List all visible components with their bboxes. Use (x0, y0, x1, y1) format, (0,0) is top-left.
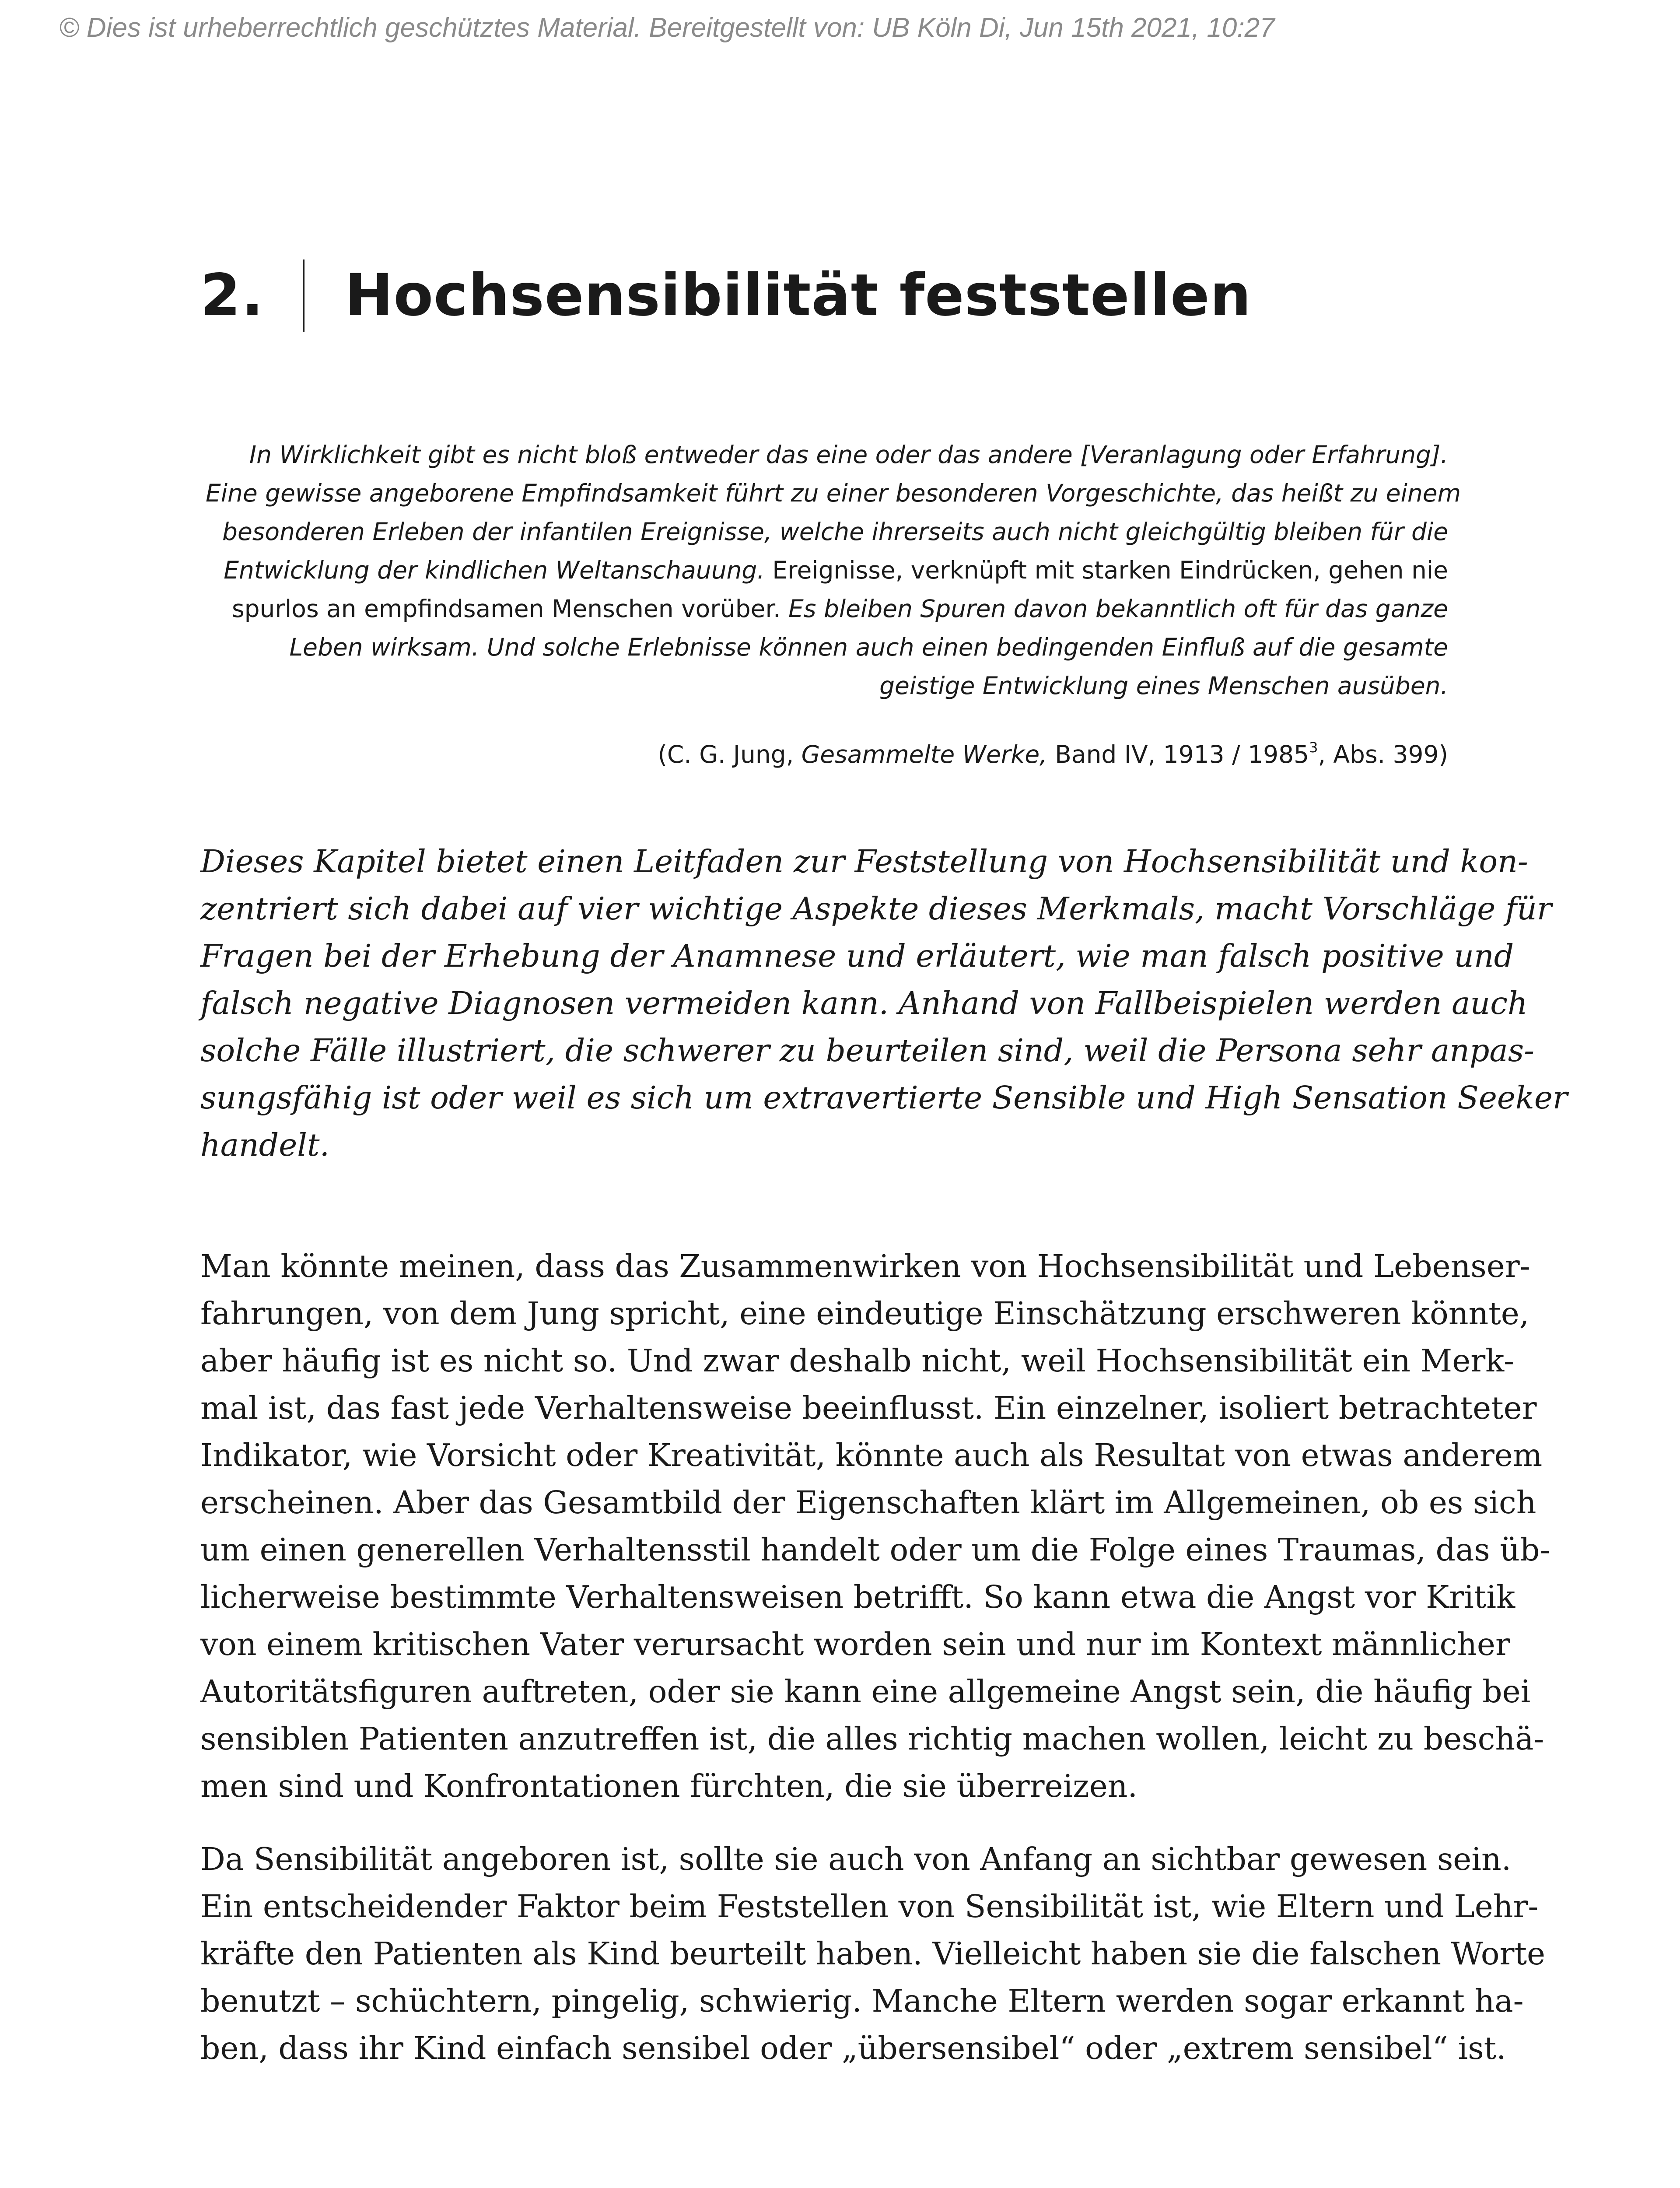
epigraph-roman-span: Ereignisse, verknüpft mit starken Eindrücken, gehen nie (764, 556, 1448, 584)
epigraph-line (206, 551, 1448, 589)
epigraph-line: geistige Entwicklung eines Menschen ausüben. (879, 672, 1448, 700)
source-work-title: Gesammelte Werke, (801, 740, 1047, 768)
copyright-watermark: © Dies ist urheberrechtlich geschütztes Material. Bereitgestellt von: UB Köln Di, Jun 15th 2021, 10:27 (59, 13, 1275, 43)
paragraph-line: benutzt – schüchtern, pingelig, schwierig. Manche Eltern werden sogar erkannt ha- (200, 1983, 1524, 2019)
epigraph-line: Leben wirksam. Und solche Erlebnisse können auch einen bedingenden Einfluß auf die gesamte (289, 633, 1448, 661)
chapter-divider (303, 259, 304, 332)
abstract-line: solche Fälle illustriert, die schwerer zu beurteilen sind, weil die Persona sehr anpas- (200, 1032, 1535, 1069)
paragraph-line: licherweise bestimmte Verhaltensweisen betrifft. So kann etwa die Angst vor Kritik (200, 1579, 1516, 1615)
paragraph-line: Indikator, wie Vorsicht oder Kreativität, könnte auch als Resultat von etwas anderem (200, 1437, 1543, 1473)
epigraph-source (206, 735, 1448, 774)
paragraph-line: ben, dass ihr Kind einfach sensibel oder „übersensibel“ oder „extrem sensibel“ ist. (200, 2030, 1506, 2066)
abstract-line: sungsfähig ist oder weil es sich um extravertierte Sensible und High Sensation Seeker (200, 1080, 1568, 1116)
epigraph-quote (206, 435, 1461, 705)
paragraph-line: Ein entscheidender Faktor beim Feststellen von Sensibilität ist, wie Eltern und Lehr- (200, 1888, 1539, 1925)
chapter-heading (200, 245, 1252, 346)
paragraph-line: von einem kritischen Vater verursacht worden sein und nur im Kontext männlicher (200, 1626, 1510, 1662)
chapter-abstract (200, 838, 1568, 1169)
epigraph-line (206, 589, 1448, 628)
abstract-line: handelt. (200, 1127, 330, 1163)
abstract-line: falsch negative Diagnosen vermeiden kann. Anhand von Fallbeispielen werden auch (200, 985, 1528, 1021)
source-edition-superscript: 3 (1309, 739, 1318, 756)
epigraph-line: In Wirklichkeit gibt es nicht bloß entweder das eine oder das andere [Veranlagung oder Erfahrung]. (249, 441, 1448, 469)
epigraph-italic-span: Es bleiben Spuren davon bekanntlich oft für das ganze (780, 595, 1448, 623)
abstract-line: zentriert sich dabei auf vier wichtige Aspekte dieses Merkmals, macht Vorschläge für (200, 891, 1552, 927)
paragraph-line: Man könnte meinen, dass das Zusammenwirken von Hochsensibilität und Lebenser- (200, 1248, 1530, 1284)
source-prefix: (C. G. Jung, (658, 740, 802, 768)
paragraph-line: men sind und Konfrontationen fürchten, die sie überreizen. (200, 1768, 1138, 1804)
epigraph-roman-span: spurlos an empfindsamen Menschen vorüber. (231, 595, 781, 623)
paragraph-line: Da Sensibilität angeboren ist, sollte sie auch von Anfang an sichtbar gewesen sein. (200, 1841, 1512, 1877)
abstract-line: Dieses Kapitel bietet einen Leitfaden zur Feststellung von Hochsensibilität und kon- (200, 843, 1528, 880)
source-suffix: , Abs. 399) (1318, 740, 1448, 768)
paragraph-line: mal ist, das fast jede Verhaltensweise beeinflusst. Ein einzelner, isoliert betrachteter (200, 1390, 1537, 1426)
body-paragraph-2 (200, 1836, 1546, 2072)
paragraph-line: Autoritätsfiguren auftreten, oder sie kann eine allgemeine Angst sein, die häufig bei (200, 1673, 1531, 1710)
chapter-number: 2. (200, 262, 264, 329)
epigraph-line: Eine gewisse angeborene Empfindsamkeit führt zu einer besonderen Vorgeschichte, das heißt zu einem (206, 479, 1461, 507)
paragraph-line: erscheinen. Aber das Gesamtbild der Eigenschaften klärt im Allgemeinen, ob es sich (200, 1484, 1536, 1521)
paragraph-line: aber häufig ist es nicht so. Und zwar deshalb nicht, weil Hochsensibilität ein Merk- (200, 1343, 1514, 1379)
paragraph-line: sensiblen Patienten anzutreffen ist, die alles richtig machen wollen, leicht zu beschä- (200, 1721, 1544, 1757)
body-paragraph-1 (200, 1243, 1550, 1810)
epigraph-italic-span: Entwicklung der kindlichen Weltanschauung. (224, 556, 765, 584)
abstract-line: Fragen bei der Erhebung der Anamnese und erläutert, wie man falsch positive und (200, 938, 1514, 974)
paragraph-line: kräfte den Patienten als Kind beurteilt haben. Vielleicht haben sie die falschen Worte (200, 1936, 1546, 1972)
paragraph-line: um einen generellen Verhaltensstil handelt oder um die Folge eines Traumas, das üb- (200, 1532, 1550, 1568)
source-mid: Band IV, 1913 / 1985 (1047, 740, 1309, 768)
epigraph-line: besonderen Erleben der infantilen Ereignisse, welche ihrerseits auch nicht gleichgültig bleiben für die (222, 518, 1448, 546)
paragraph-line: fahrungen, von dem Jung spricht, eine eindeutige Einschätzung erschweren könnte, (200, 1295, 1530, 1332)
chapter-title: Hochsensibilität feststellen (345, 262, 1252, 329)
